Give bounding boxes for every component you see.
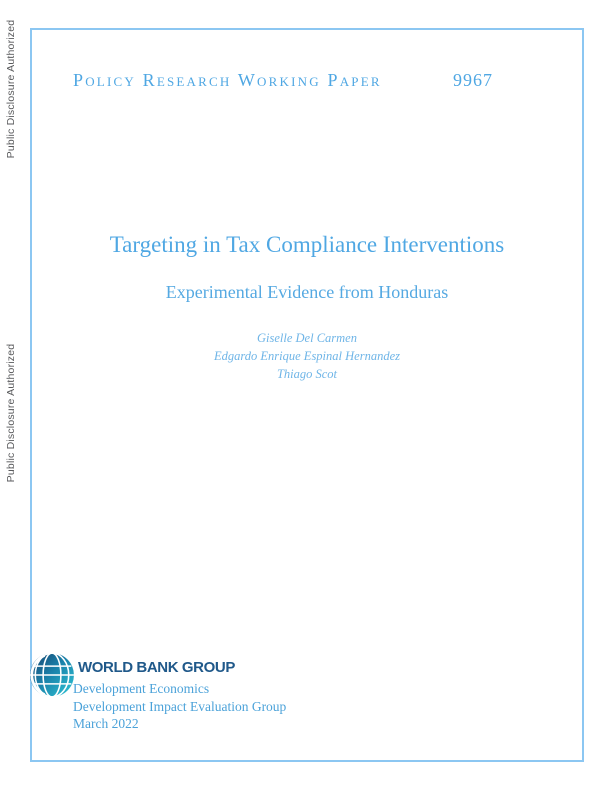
world-bank-group-wordmark: WORLD BANK GROUP [78,659,235,676]
group-line: Development Impact Evaluation Group [73,698,287,714]
cover-frame [30,28,584,762]
author-list [32,329,582,383]
public-disclosure-watermark-top: Public Disclosure Authorized [5,19,17,159]
publication-date: March 2022 [73,716,139,731]
author-name: Giselle Del Carmen [257,331,357,345]
paper-title: Targeting in Tax Compliance Interventions [109,232,505,257]
author-name: Edgardo Enrique Espinal Hernandez [214,349,400,363]
series-title: Policy Research Working Paper [73,70,382,90]
imprint-block [73,680,286,733]
paper-number: 9967 [453,70,493,90]
paper-subtitle: Experimental Evidence from Honduras [165,282,449,302]
public-disclosure-watermark-middle: Public Disclosure Authorized [5,343,17,483]
world-bank-globe-icon [29,652,75,698]
department-line: Development Economics [73,681,210,696]
author-name: Thiago Scot [276,367,338,381]
